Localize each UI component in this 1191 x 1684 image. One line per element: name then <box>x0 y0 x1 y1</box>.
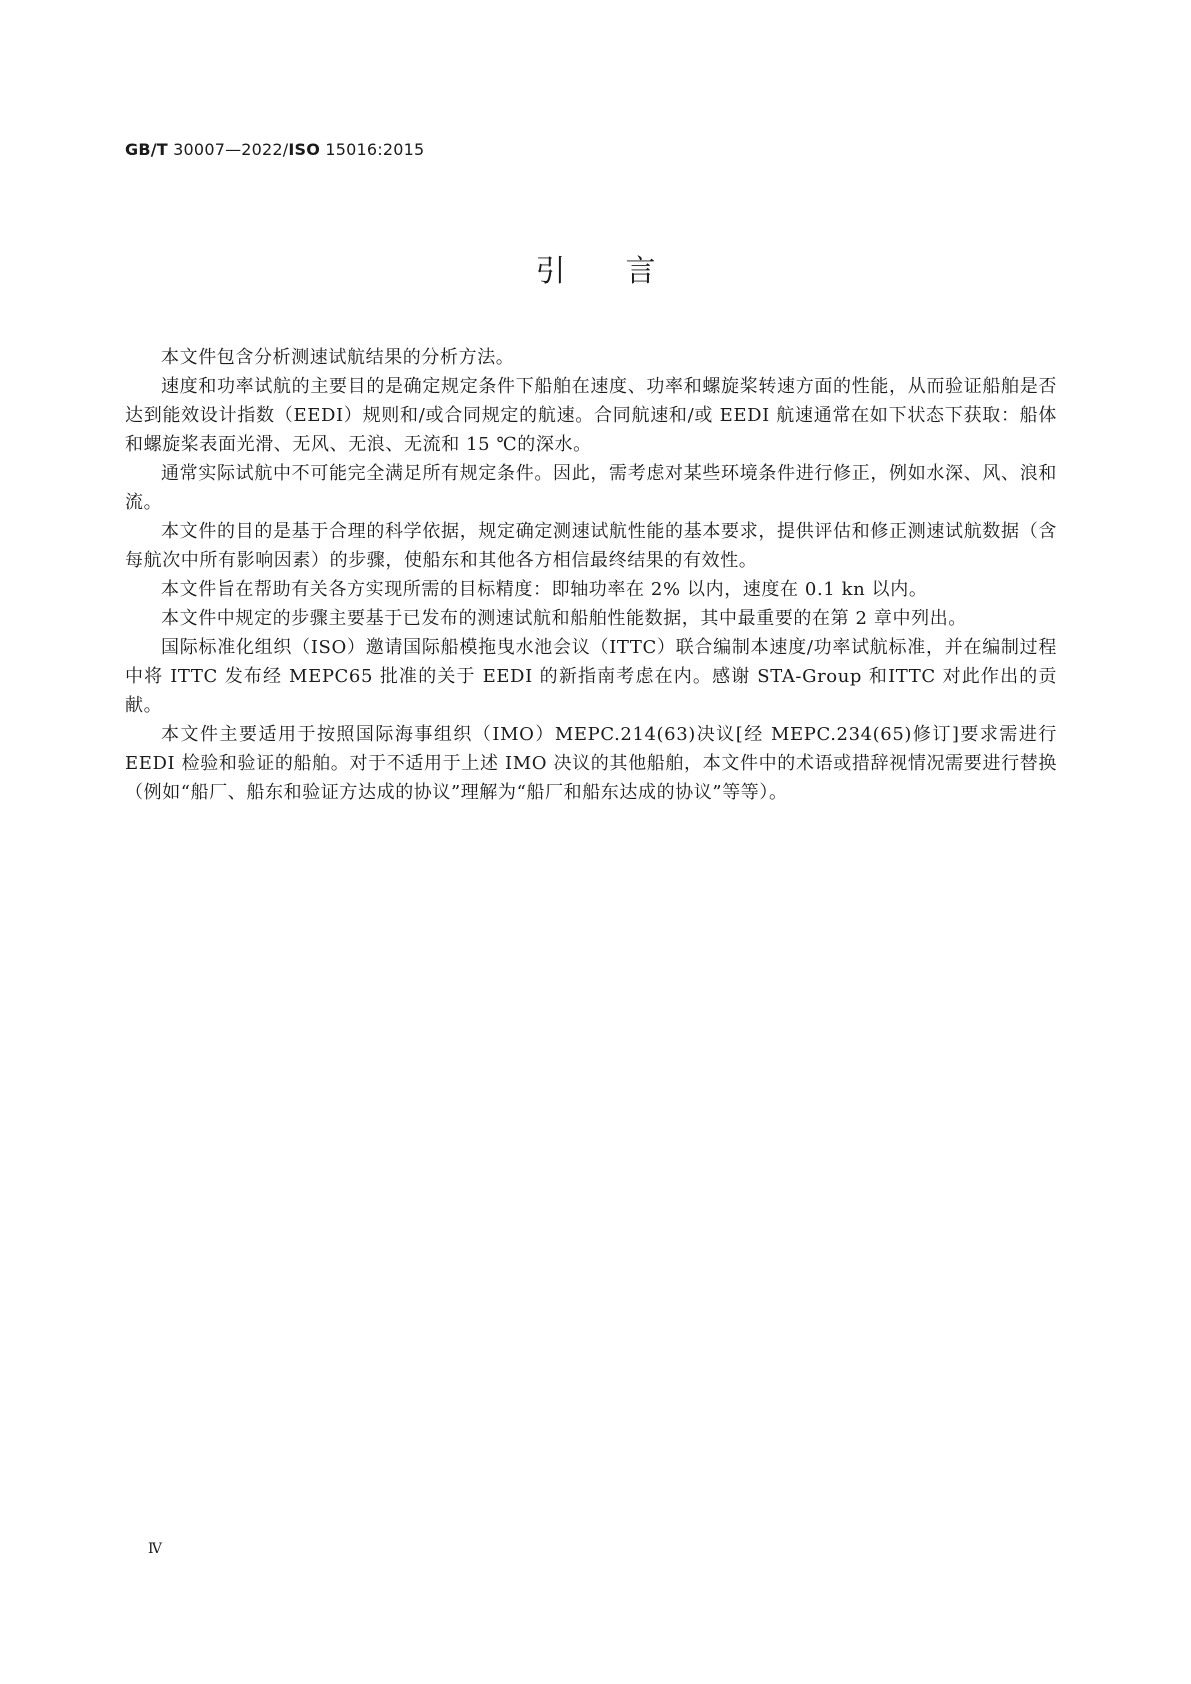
paragraph: 本文件旨在帮助有关各方实现所需的目标精度：即轴功率在 2% 以内，速度在 0.1 kn 以内。 <box>161 579 928 600</box>
standard-prefix-gbt: GB/T <box>125 140 168 159</box>
introduction-body <box>125 343 1057 807</box>
standard-number-iso: 15016:2015 <box>320 140 425 159</box>
standard-number-gb: 30007—2022/ <box>167 140 289 159</box>
paragraph: 速度和功率试航的主要目的是确定规定条件下船舶在速度、功率和螺旋桨转速方面的性能，从而验证船舶是否达到能效设计指数（EEDI）规则和/或合同规定的航速。合同航速和/或 EEDI 航速通常在如下状态下获取：船体和螺旋桨表面光滑、无风、无浪、无流和 15 ℃的深水。 <box>125 376 1057 455</box>
paragraph: 本文件包含分析测速试航结果的分析方法。 <box>161 347 515 368</box>
paragraph: 国际标准化组织（ISO）邀请国际船模拖曳水池会议（ITTC）联合编制本速度/功率试航标准，并在编制过程中将 ITTC 发布经 MEPC65 批准的关于 EEDI 的新指南考虑在内。感谢 STA-Group 和ITTC 对此作出的贡献。 <box>125 637 1057 716</box>
paragraph: 本文件的目的是基于合理的科学依据，规定确定测速试航性能的基本要求，提供评估和修正测速试航数据（含每航次中所有影响因素）的步骤，使船东和其他各方相信最终结果的有效性。 <box>125 521 1057 571</box>
section-title: 引言 <box>535 254 716 289</box>
page-number: Ⅳ <box>148 1541 162 1557</box>
standard-prefix-iso: ISO <box>288 140 321 159</box>
paragraph: 本文件主要适用于按照国际海事组织（IMO）MEPC.214(63)决议[经 MEPC.234(65)修订]要求需进行 EEDI 检验和验证的船舶。对于不适用于上述 IMO 决议的其他船舶，本文件中的术语或措辞视情况需要进行替换（例如“船厂、船东和验证方达成的协议”理解为“船厂和船东达成的协议”等等）。 <box>125 724 1057 803</box>
standard-code-header <box>125 140 424 159</box>
paragraph: 通常实际试航中不可能完全满足所有规定条件。因此，需考虑对某些环境条件进行修正，例如水深、风、浪和流。 <box>125 463 1057 513</box>
paragraph: 本文件中规定的步骤主要基于已发布的测速试航和船舶性能数据，其中最重要的在第 2 章中列出。 <box>161 608 967 629</box>
